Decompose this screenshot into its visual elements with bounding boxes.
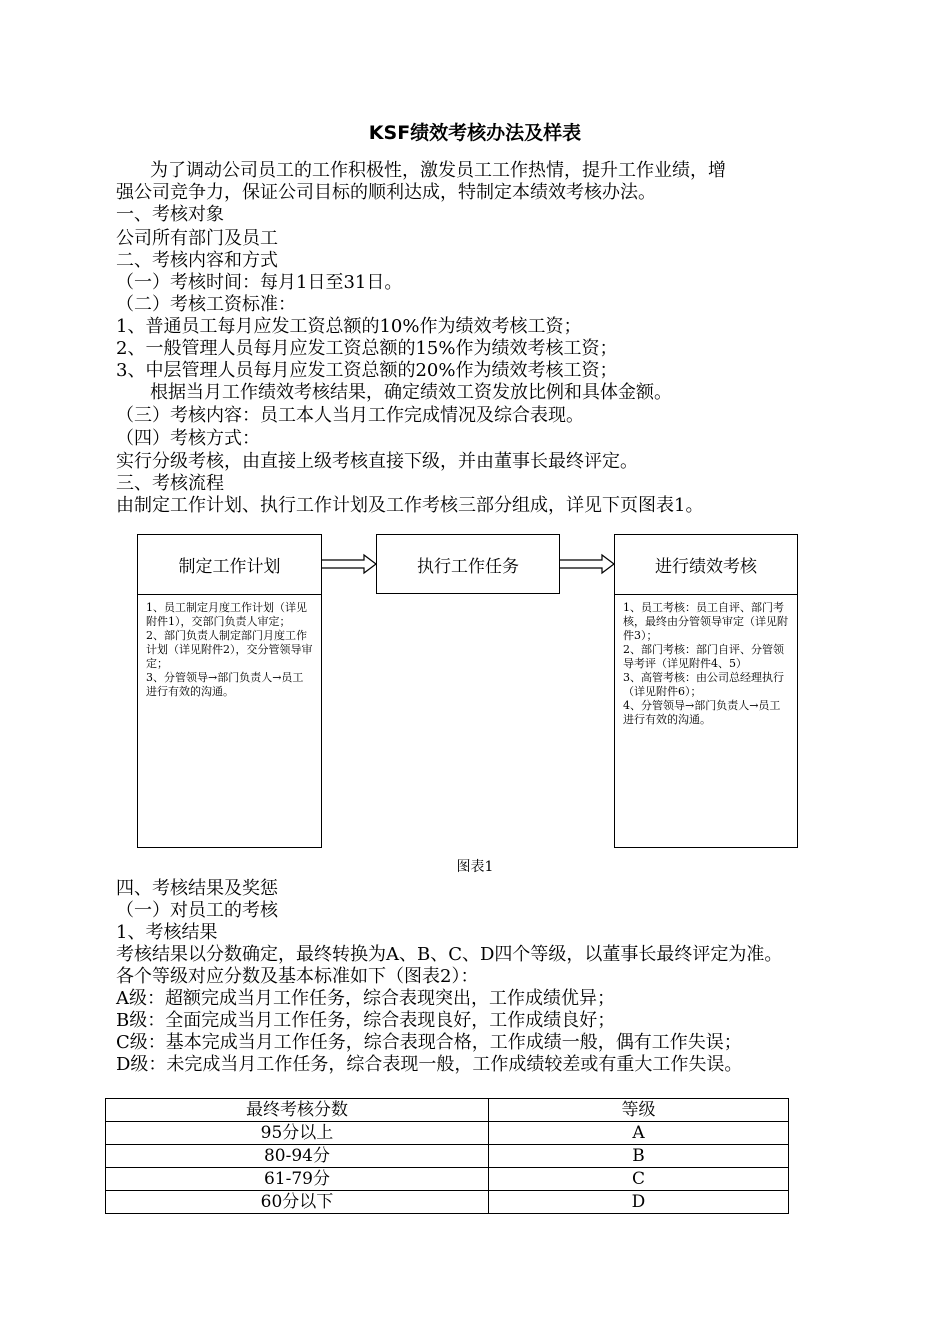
document-title: KSF绩效考核办法及样表	[368, 122, 582, 144]
flow-box-assess-detail: 1、员工考核：员工自评、部门考核，最终由分管领导审定（详见附件3）； 2、部门考核：部门自评、分管领导考评（详见附件4、5） 3、高管考核：由公司总经理执行（详见附件6）； 4、分管领导→部门负责人→员工进行有效的沟通。	[614, 594, 798, 848]
grade-d-desc: D级：未完成当月工作任务，综合表现一般，工作成绩较差或有重大工作失误。	[116, 1054, 743, 1075]
assessment-content: （三）考核内容：员工本人当月工作完成情况及综合表现。	[116, 405, 584, 426]
result-text-2: 各个等级对应分数及基本标准如下（图表2）：	[116, 966, 479, 987]
flow-box-execute-title	[376, 534, 560, 594]
flow-box-assess-label: 进行绩效考核	[655, 557, 757, 577]
table-cell-score: 61-79分	[106, 1168, 489, 1191]
result-text-1: 考核结果以分数确定，最终转换为A、B、C、D四个等级，以董事长最终评定为准。	[116, 944, 783, 965]
salary-note: 根据当月工作绩效考核结果，确定绩效工资发放比例和具体金额。	[150, 382, 672, 403]
section-3-text: 由制定工作计划、执行工作计划及工作考核三部分组成，详见下页图表1。	[116, 495, 704, 516]
table-cell-score: 60分以下	[106, 1191, 489, 1214]
section-heading-4: 四、考核结果及奖惩	[116, 878, 278, 899]
flow-arrow-2	[560, 552, 616, 576]
assessment-method-heading: （四）考核方式：	[116, 428, 260, 449]
table-row	[106, 1122, 789, 1145]
flow-box-plan-label: 制定工作计划	[178, 557, 281, 577]
grade-table	[105, 1098, 789, 1214]
salary-standard-2: 2、一般管理人员每月应发工资总额的15%作为绩效考核工资；	[116, 338, 618, 359]
table-cell-score: 95分以上	[106, 1122, 489, 1145]
result-heading: 1、考核结果	[116, 922, 218, 943]
intro-paragraph-line-2: 强公司竞争力，保证公司目标的顺利达成，特制定本绩效考核办法。	[116, 182, 656, 203]
table-row	[106, 1145, 789, 1168]
table-cell-grade: B	[489, 1145, 789, 1168]
grade-c-desc: C级：基本完成当月工作任务，综合表现合格，工作成绩一般，偶有工作失误；	[116, 1032, 742, 1053]
table-cell-score: 80-94分	[106, 1145, 489, 1168]
table-cell-grade: D	[489, 1191, 789, 1214]
table-row	[106, 1191, 789, 1214]
salary-standard-3: 3、中层管理人员每月应发工资总额的20%作为绩效考核工资；	[116, 360, 618, 381]
flow-box-plan-detail: 1、员工制定月度工作计划（详见附件1），交部门负责人审定； 2、部门负责人制定部门月度工作计划（详见附件2），交分管领导审定； 3、分管领导→部门负责人→员工进行有效的沟通。	[137, 594, 322, 848]
flow-arrow-1	[322, 552, 378, 576]
table-row	[106, 1168, 789, 1191]
assessment-method-text: 实行分级考核，由直接上级考核直接下级，并由董事长最终评定。	[116, 451, 638, 472]
table-header-row	[106, 1099, 789, 1122]
grade-a-desc: A级：超额完成当月工作任务，综合表现突出，工作成绩优异；	[116, 988, 615, 1009]
section-heading-2: 二、考核内容和方式	[116, 250, 278, 271]
section-heading-3: 三、考核流程	[116, 473, 224, 494]
table-cell-grade: C	[489, 1168, 789, 1191]
section-1-text: 公司所有部门及员工	[116, 228, 278, 249]
section-heading-1: 一、考核对象	[116, 204, 224, 225]
table-cell-grade: A	[489, 1122, 789, 1145]
assessment-time: （一）考核时间：每月1日至31日。	[116, 272, 403, 293]
grade-b-desc: B级：全面完成当月工作任务，综合表现良好，工作成绩良好；	[116, 1010, 616, 1031]
intro-paragraph-line-1: 为了调动公司员工的工作积极性，激发员工工作热情，提升工作业绩，增	[150, 160, 726, 181]
flow-box-execute-label: 执行工作任务	[417, 556, 519, 577]
figure-caption: 图表1	[456, 859, 494, 875]
salary-standard-heading: （二）考核工资标准：	[116, 294, 296, 315]
table-header-grade: 等级	[489, 1099, 789, 1122]
flow-box-assess-title	[614, 534, 798, 595]
flow-box-plan-title	[137, 534, 322, 595]
employee-assessment-heading: （一）对员工的考核	[116, 900, 278, 921]
salary-standard-1: 1、普通员工每月应发工资总额的10%作为绩效考核工资；	[116, 316, 582, 337]
table-header-score: 最终考核分数	[106, 1099, 489, 1122]
